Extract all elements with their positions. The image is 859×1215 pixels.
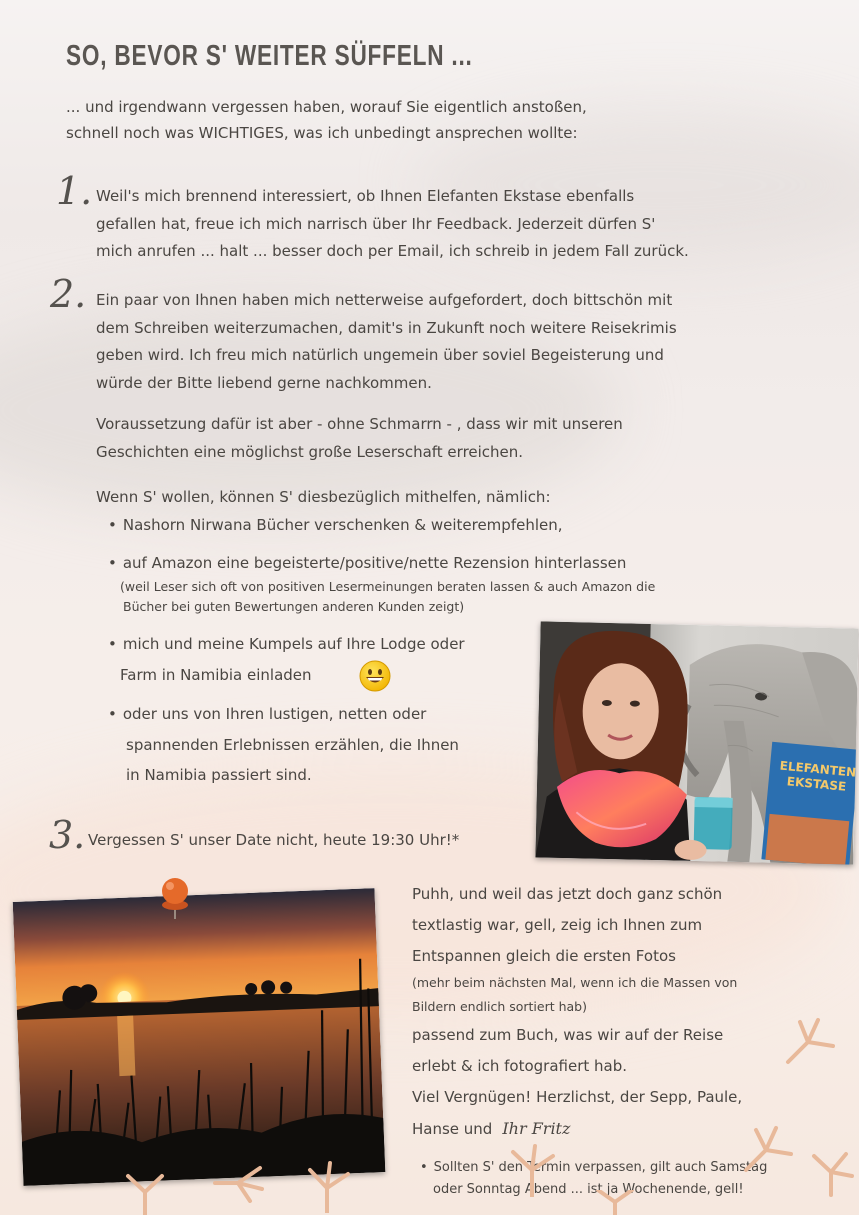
bullet-text: mich und meine Kumpels auf Ihre Lodge oder (122, 635, 465, 653)
bullet-dot: • (108, 516, 117, 534)
footnote-line (420, 1157, 767, 1179)
bird-track-icon (590, 1190, 640, 1215)
text-line: gefallen hat, freue ich mich narrisch über Ihr Feedback. Jederzeit dürfen S' (96, 214, 656, 233)
text-line: Entspannen gleich die ersten Fotos (412, 947, 676, 965)
author-elephant-image (535, 621, 858, 864)
help-intro: Wenn S' wollen, können S' diesbezüglich mithelfen, nämlich: (96, 488, 551, 506)
page-title: SO, BEVOR S' WEITER SÜFFELN ... (66, 40, 473, 72)
bird-track-icon (300, 1158, 355, 1213)
bullet-dot: • (420, 1160, 428, 1175)
bird-track-icon (778, 1012, 838, 1072)
author-elephant-photo (535, 621, 858, 864)
point-number-1: 1. (56, 169, 93, 213)
bullet-text: auf Amazon eine begeisterte/positive/nette Rezension hinterlassen (122, 554, 627, 572)
closing-text (412, 879, 722, 972)
bullet-text-continued: Farm in Namibia einladen (120, 666, 312, 684)
footnote-line: oder Sonntag Abend ... ist ja Wochenende, gell! (433, 1182, 744, 1197)
push-pin-icon (157, 875, 193, 921)
footnote-text: Sollten S' den Termin verpassen, gilt auch Samstag (433, 1160, 768, 1175)
bullet-text-continued: spannenden Erlebnissen erzählen, die Ihnen (126, 736, 459, 754)
bullet-dot: • (108, 705, 117, 723)
book-cover (761, 742, 858, 865)
list-item (108, 635, 465, 653)
bird-track-icon (806, 1150, 856, 1200)
sunset-lake-image (13, 888, 386, 1186)
text-line: dem Schreiben weiterzumachen, damit's in Zukunft noch weitere Reisekrimis (96, 318, 677, 337)
bullet-text-continued: in Namibia passiert sind. (126, 766, 312, 784)
closing-note (412, 971, 737, 1019)
sunset-photo (13, 888, 386, 1186)
text-line: passend zum Buch, was wir auf der Reise (412, 1026, 724, 1044)
point-1-text (96, 183, 689, 266)
point-number-3: 3. (49, 813, 86, 857)
text-line (412, 1113, 742, 1145)
text-line: Puhh, und weil das jetzt doch ganz schön (412, 885, 723, 903)
text-line: geben wird. Ich freu mich natürlich ungemein über soviel Begeisterung und (96, 346, 664, 364)
point-2-text (96, 287, 677, 397)
text-line: Voraussetzung dafür ist aber - ohne Schmarrn - , dass wir mit unseren (96, 415, 623, 433)
intro-text (66, 94, 587, 146)
bullet-note (120, 577, 655, 617)
note-line: Bildern endlich sortiert hab) (412, 999, 587, 1014)
signature: Ihr Fritz (502, 1119, 571, 1138)
intro-line: schnell noch was WICHTIGES, was ich unbedingt ansprechen wollte: (66, 124, 578, 142)
text-fragment: Hanse und (412, 1120, 493, 1138)
bird-track-icon (505, 1142, 560, 1197)
point-3-text: Vergessen S' unser Date nicht, heute 19:30 Uhr!* (88, 831, 460, 849)
text-line: mich anrufen ... halt ... besser doch per Email, ich schreib in jedem Fall zurück. (96, 242, 689, 260)
text-line: Geschichten eine möglichst große Leserschaft erreichen. (96, 442, 524, 461)
bullet-dot: • (108, 635, 117, 653)
text-line: Ein paar von Ihnen haben mich netterweise aufgefordert, doch bittschön mit (96, 291, 673, 309)
intro-line: ... und irgendwann vergessen haben, worauf Sie eigentlich anstoßen, (66, 98, 587, 116)
closing-text-continued (412, 1020, 742, 1145)
note-line: (mehr beim nächsten Mal, wenn ich die Massen von (412, 975, 738, 990)
text-line: Weil's mich brennend interessiert, ob Ihnen Elefanten Ekstase ebenfalls (96, 187, 635, 205)
text-line: Viel Vergnügen! Herzlichst, der Sepp, Paule, (412, 1088, 743, 1106)
text-line: textlastig war, gell, zeig ich Ihnen zum (412, 916, 703, 934)
bird-track-icon (120, 1170, 170, 1215)
point-number-2: 2. (50, 272, 87, 316)
bullet-text: Nashorn Nirwana Bücher verschenken & weiterempfehlen, (122, 516, 563, 534)
bird-track-icon (736, 1118, 796, 1178)
note-line: Bücher bei guten Bewertungen anderen Kunden zeigt) (123, 599, 465, 614)
bullet-text: oder uns von Ihren lustigen, netten oder (122, 705, 427, 723)
point-2-condition (96, 411, 623, 466)
text-line: würde der Bitte liebend gerne nachkommen. (96, 373, 432, 392)
grinning-face-icon (359, 660, 391, 692)
book-title-line1: ELEFANTEN (779, 758, 857, 780)
note-line: (weil Leser sich oft von positiven Lesermeinungen beraten lassen & auch Amazon die (120, 579, 656, 594)
list-item (108, 516, 563, 534)
text-line: erlebt & ich fotografiert hab. (412, 1057, 627, 1075)
bullet-dot: • (108, 554, 117, 572)
list-item (108, 554, 626, 572)
bird-track-icon (210, 1163, 265, 1203)
book-title-line2: EKSTASE (786, 774, 847, 794)
list-item (108, 705, 426, 723)
